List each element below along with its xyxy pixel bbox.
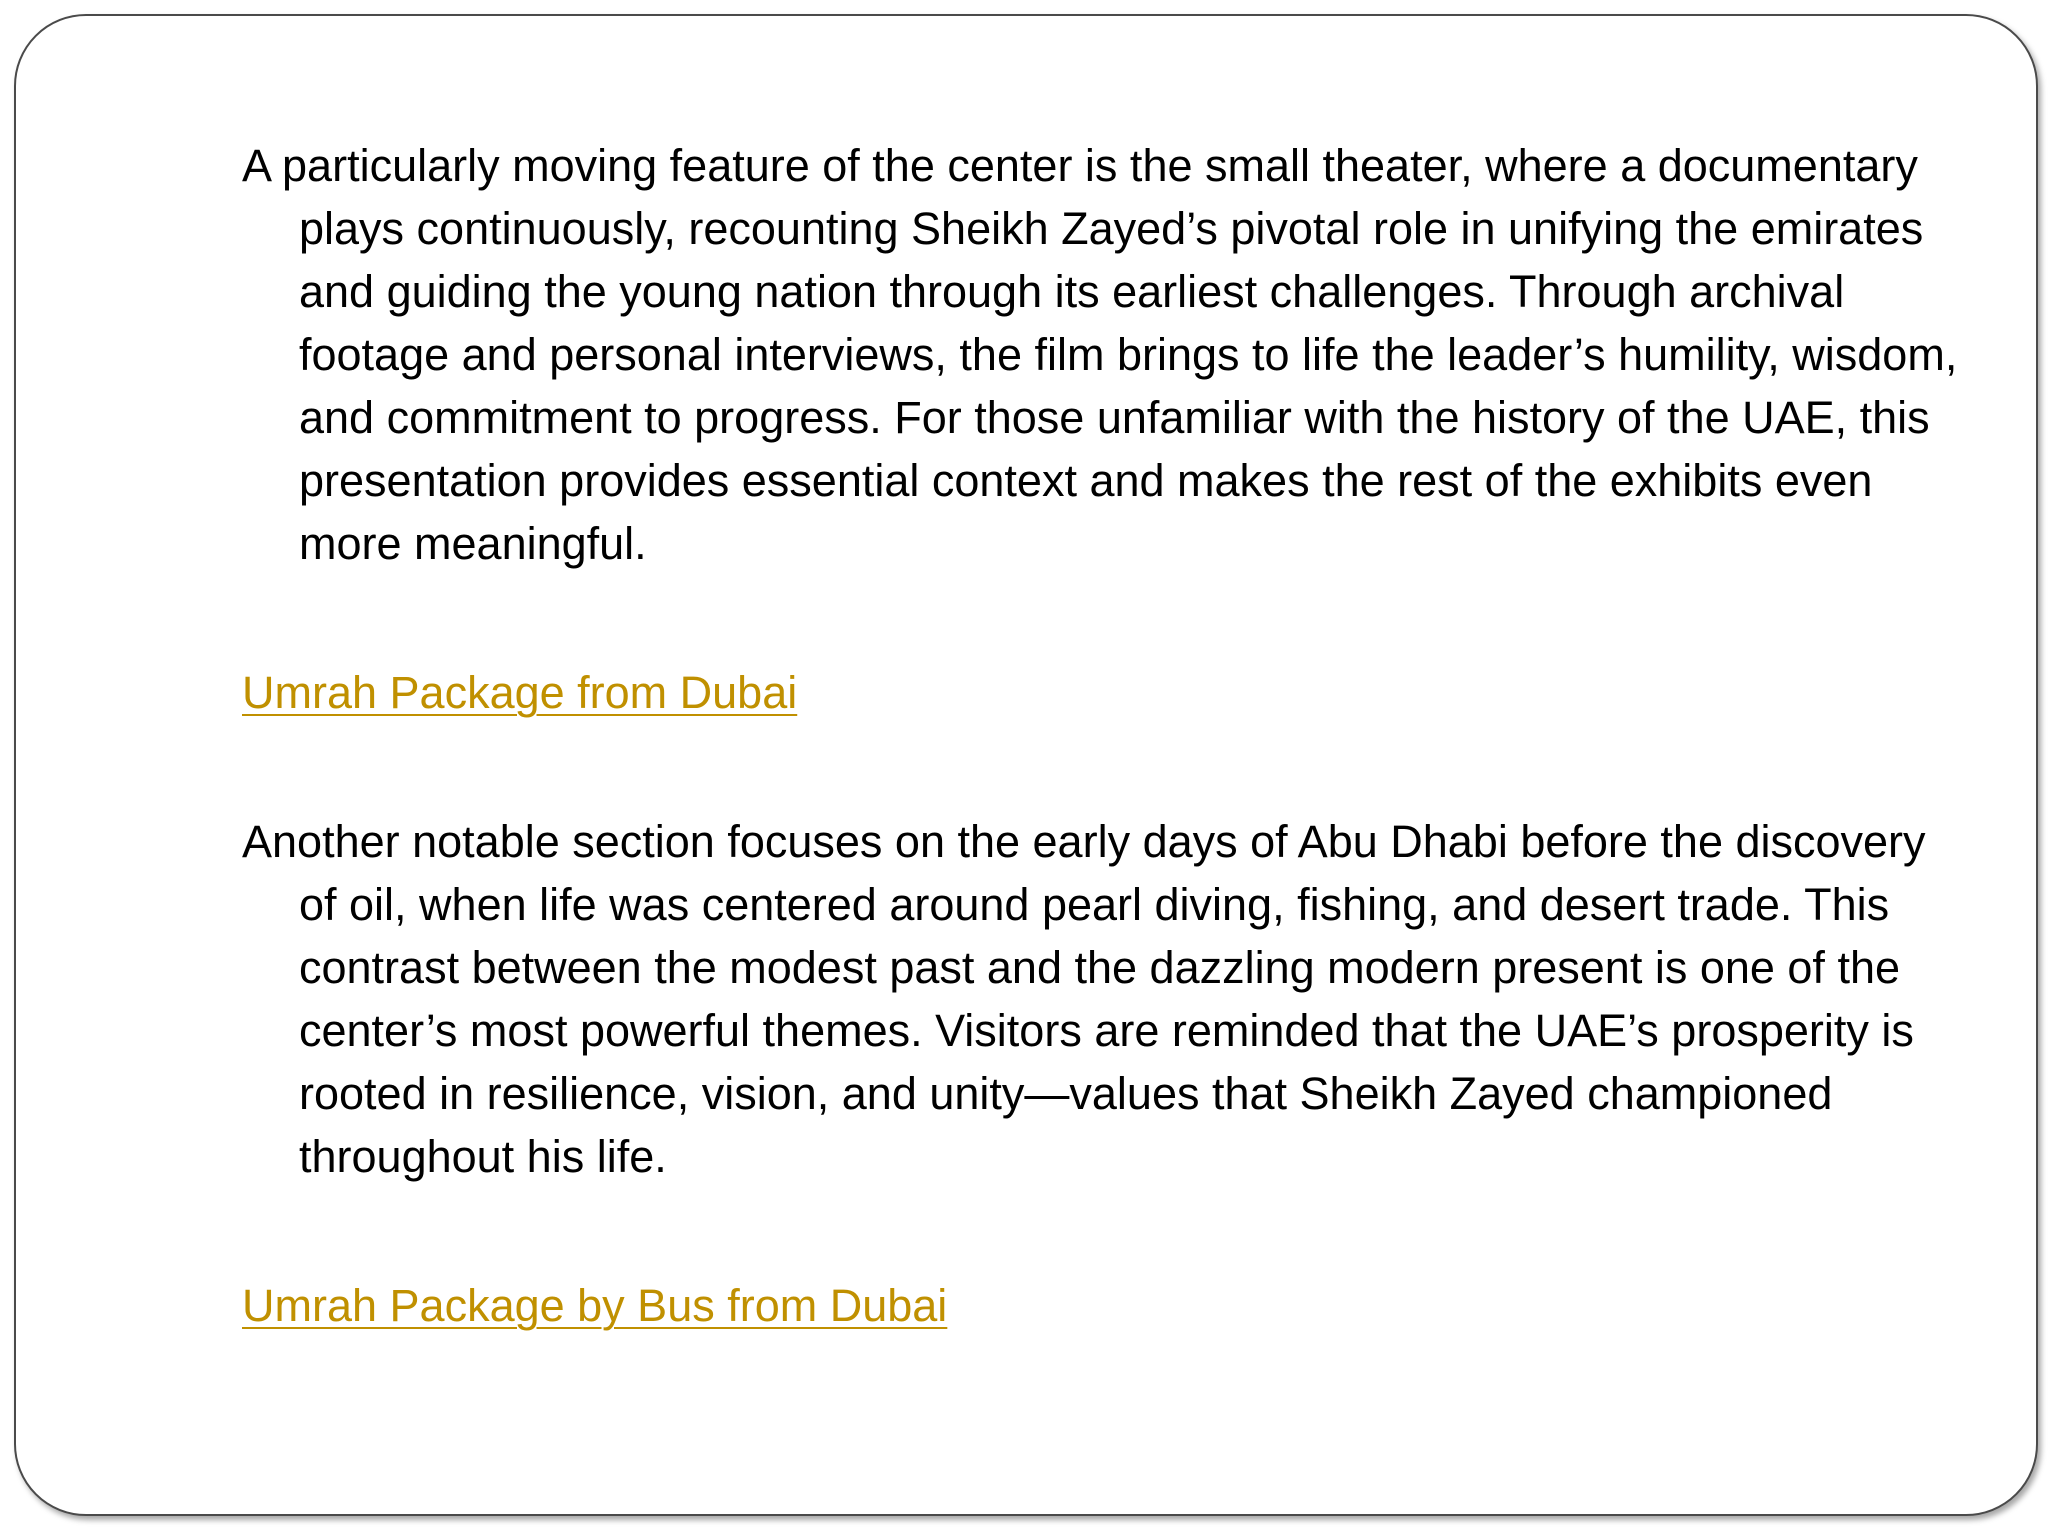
- slide-frame: [14, 14, 2038, 1516]
- paragraph-early-days: Another notable section focuses on the early days of Abu Dhabi before the discovery of oil, when life was centered around pearl diving, fishing, and desert trade. This contrast between the modest past and the dazzling modern present is one of the center’s most powerful themes. Visitors are reminded that the UAE’s prosperity is rooted in resilience, vision, and unity—values that Sheikh Zayed championed throughout his life.: [242, 816, 1926, 1182]
- umrah-package-link[interactable]: Umrah Package from Dubai: [242, 667, 798, 718]
- paragraph-theater: A particularly moving feature of the center is the small theater, where a documentary plays continuously, recounting Sheikh Zayed’s pivotal role in unifying the emirates and guiding the young nation through its earliest challenges. Through archival footage and personal interviews, the film brings to life the leader’s humility, wisdom, and commitment to progress. For those unfamiliar with the history of the UAE, this presentation provides essential context and makes the rest of the exhibits even more meaningful.: [242, 140, 1958, 569]
- slide-content: [242, 134, 1962, 1337]
- umrah-bus-package-link[interactable]: Umrah Package by Bus from Dubai: [242, 1280, 948, 1331]
